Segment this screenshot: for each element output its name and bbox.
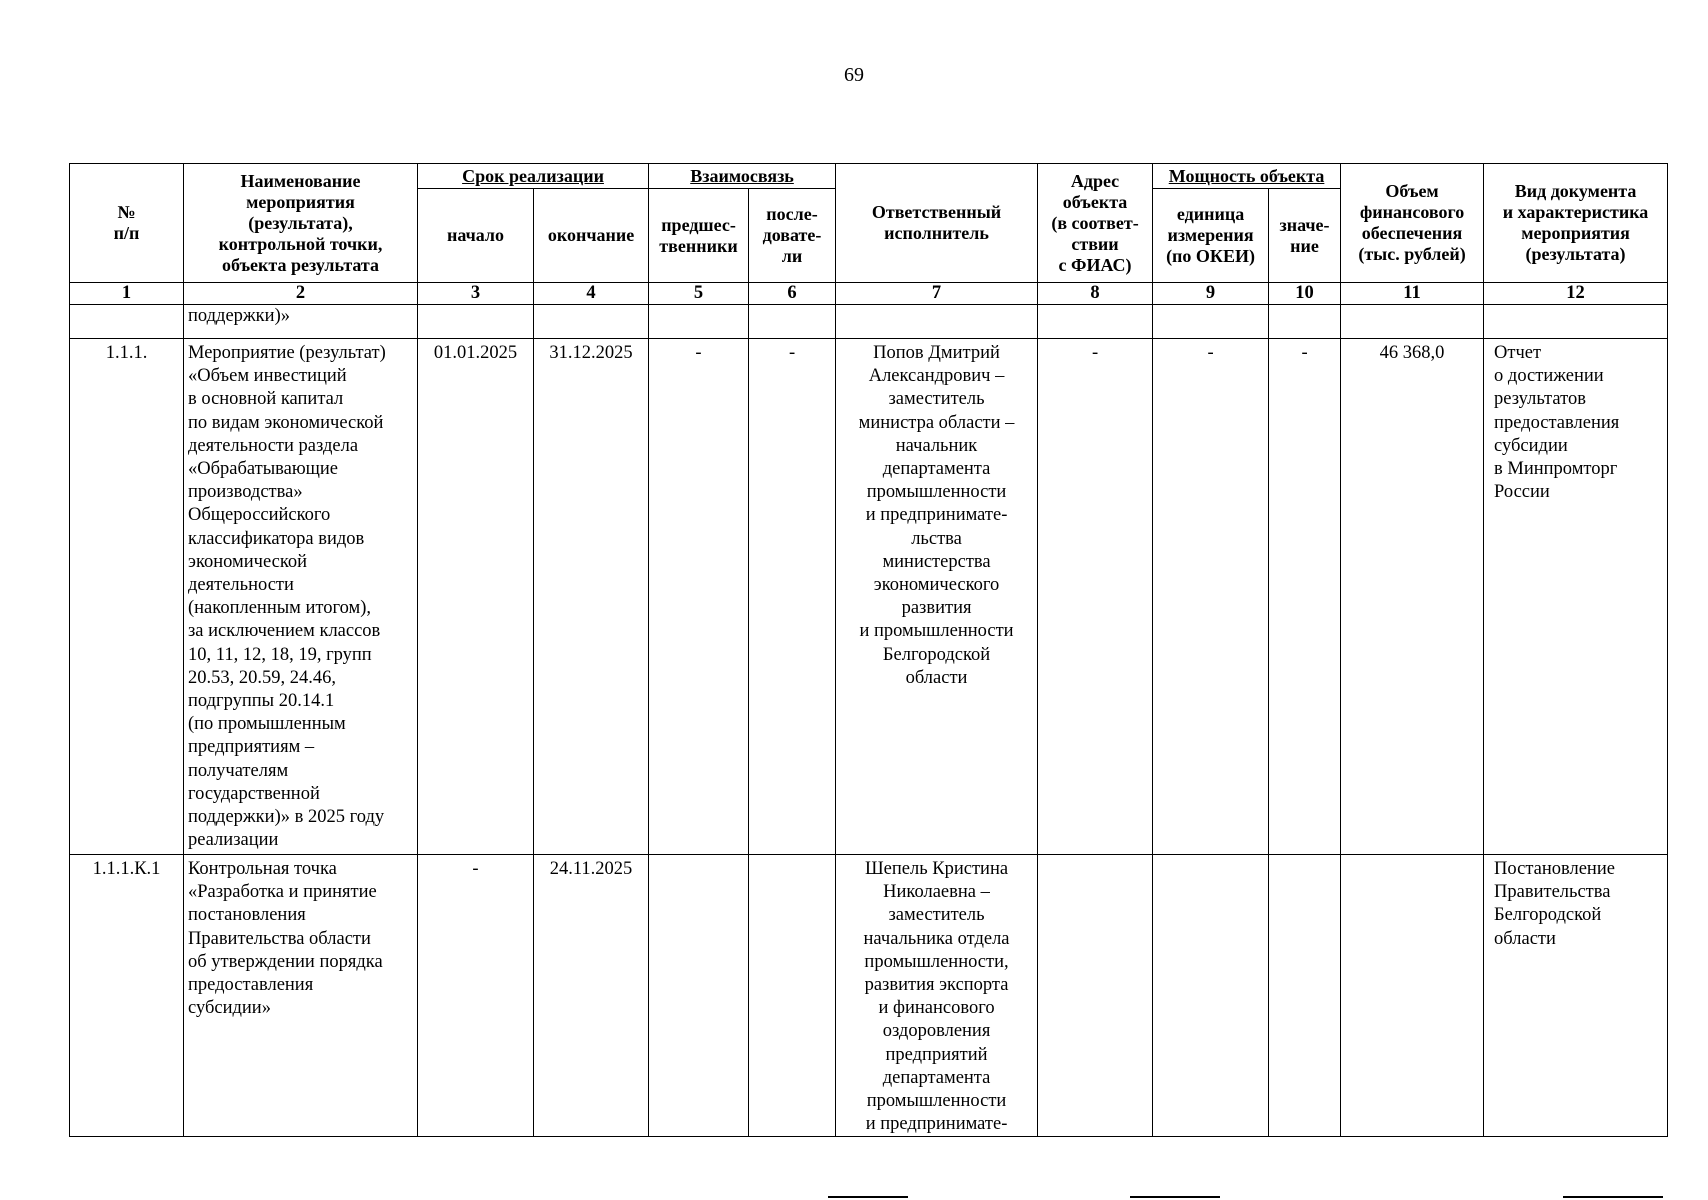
row-num: 1.1.1.К.1: [70, 855, 184, 1137]
footer-rule: [828, 1196, 908, 1198]
row-end: 31.12.2025: [534, 339, 649, 855]
column-number: 5: [649, 283, 749, 305]
footer-rule: [1563, 1196, 1663, 1198]
column-number: 9: [1153, 283, 1269, 305]
row-responsible: Шепель Кристина Николаевна – заместитель начальника отдела промышленности, развития экспорта и финансового оздоровления предприятий департамента промышленности и предпринимате-: [836, 855, 1038, 1137]
row-name: Контрольная точка «Разработка и принятие постановления Правительства области об утверждении порядка предоставления субсидии»: [184, 855, 418, 1137]
row-doc: Отчет о достижении результатов предоставления субсидии в Минпромторг России: [1484, 339, 1668, 855]
continuation-row: [70, 305, 1668, 339]
row-unit: -: [1153, 339, 1269, 855]
row-finance: [1341, 855, 1484, 1137]
column-number: 11: [1341, 283, 1484, 305]
row-address: [1038, 855, 1153, 1137]
column-number: 7: [836, 283, 1038, 305]
row-prev: -: [649, 339, 749, 855]
header-responsible: Ответственный исполнитель: [836, 164, 1038, 283]
header-address: Адрес объекта (в соответ- ствии с ФИАС): [1038, 164, 1153, 283]
header-link-prev: предшес- твенники: [649, 189, 749, 283]
header-capacity: Мощность объекта: [1153, 164, 1341, 189]
header-link: Взаимосвязь: [649, 164, 836, 189]
table-row: [70, 855, 1668, 1137]
row-next: -: [749, 339, 836, 855]
row-end: 24.11.2025: [534, 855, 649, 1137]
header-period: Срок реализации: [418, 164, 649, 189]
header-doc: Вид документа и характеристика мероприятия (результата): [1484, 164, 1668, 283]
column-number: 3: [418, 283, 534, 305]
row-value: [1269, 855, 1341, 1137]
row-start: 01.01.2025: [418, 339, 534, 855]
row-name: Мероприятие (результат) «Объем инвестиций в основной капитал по видам экономической деятельности раздела «Обрабатывающие производства» Общероссийского классификатора видов экономической деятельности (накопленным итогом), за исключением классов 10, 11, 12, 18, 19, групп 20.53, 20.59, 24.46, подгруппы 20.14.1 (по промышленным предприятиям – получателям государственной поддержки)» в 2025 году реализации: [184, 339, 418, 855]
continuation-name: поддержки)»: [184, 305, 418, 339]
row-unit: [1153, 855, 1269, 1137]
row-value: -: [1269, 339, 1341, 855]
column-number-row: [70, 283, 1668, 305]
row-finance: 46 368,0: [1341, 339, 1484, 855]
header-period-end: окончание: [534, 189, 649, 283]
column-number: 12: [1484, 283, 1668, 305]
header-row-top: [70, 164, 1668, 189]
row-responsible: Попов Дмитрий Александрович – заместитель министра области – начальник департамента промышленности и предпринимате- льства министерства экономического развития и промышленности Белгородской области: [836, 339, 1038, 855]
column-number: 6: [749, 283, 836, 305]
activities-table: [69, 163, 1668, 1137]
row-num: 1.1.1.: [70, 339, 184, 855]
row-doc: Постановление Правительства Белгородской области: [1484, 855, 1668, 1137]
header-finance: Объем финансового обеспечения (тыс. рублей): [1341, 164, 1484, 283]
column-number: 10: [1269, 283, 1341, 305]
header-name: Наименование мероприятия (результата), контрольной точки, объекта результата: [184, 164, 418, 283]
column-number: 8: [1038, 283, 1153, 305]
table-row: [70, 339, 1668, 855]
header-capacity-value: значе- ние: [1269, 189, 1341, 283]
page-number: 69: [844, 64, 864, 86]
column-number: 1: [70, 283, 184, 305]
row-next: [749, 855, 836, 1137]
row-address: -: [1038, 339, 1153, 855]
header-period-start: начало: [418, 189, 534, 283]
header-capacity-unit: единица измерения (по ОКЕИ): [1153, 189, 1269, 283]
column-number: 2: [184, 283, 418, 305]
header-num: № п/п: [70, 164, 184, 283]
column-number: 4: [534, 283, 649, 305]
header-link-next: после- довате- ли: [749, 189, 836, 283]
row-start: -: [418, 855, 534, 1137]
row-prev: [649, 855, 749, 1137]
footer-rule: [1130, 1196, 1220, 1198]
